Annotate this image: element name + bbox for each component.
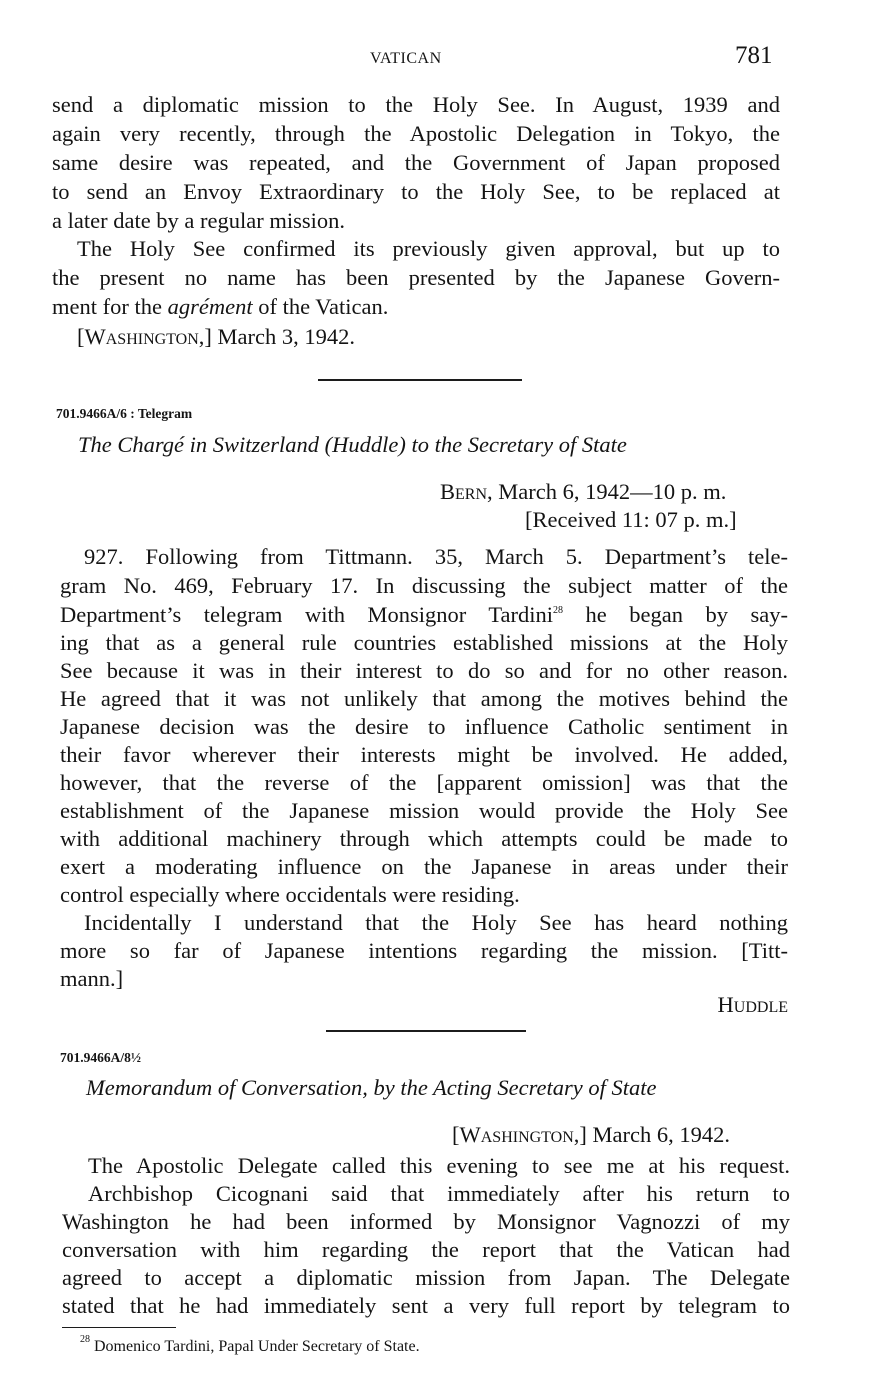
- text-line: same desire was repeated, and the Government of Japan proposed: [52, 150, 780, 175]
- document-title: The Chargé in Switzerland (Huddle) to the Secretary of State: [78, 432, 627, 457]
- running-head: VATICAN: [370, 50, 442, 67]
- text-line: Japanese decision was the desire to influence Catholic sentiment in: [60, 714, 788, 739]
- dateline: [77, 326, 355, 349]
- dateline-time: March 6, 1942—10 p. m.: [492, 479, 727, 504]
- text-line: [60, 604, 788, 627]
- dateline: [440, 481, 726, 504]
- text-line: See because it was in their interest to do so and for no other reason.: [60, 658, 788, 683]
- text-line: 927. Following from Tittmann. 35, March 5. Department’s tele-: [84, 544, 788, 569]
- bracket: ]: [579, 1122, 587, 1147]
- dateline-place: Washington,: [459, 1122, 580, 1147]
- page-number: 781: [735, 42, 773, 69]
- text-line: [52, 296, 388, 319]
- text-line: to send an Envoy Extraordinary to the Holy See, to be replaced at: [52, 179, 780, 204]
- footnote-reference: 28: [552, 605, 563, 616]
- text-line: a later date by a regular mission.: [52, 208, 346, 233]
- dateline: [452, 1124, 730, 1147]
- text-line: more so far of Japanese intentions regarding the mission. [Titt-: [60, 938, 788, 963]
- dateline-date: March 6, 1942.: [586, 1122, 731, 1147]
- text-segment: of the Vatican.: [252, 294, 389, 319]
- text-line: their favor wherever their interests might be involved. He added,: [60, 742, 788, 767]
- dateline-place: Washington,: [84, 324, 205, 349]
- text-line: stated that he had immediately sent a very full report by telegram to: [62, 1293, 790, 1318]
- text-segment: ment for the: [52, 294, 168, 319]
- text-line: exert a moderating influence on the Japanese in areas under their: [60, 854, 788, 879]
- text-line: send a diplomatic mission to the Holy See. In August, 1939 and: [52, 92, 780, 117]
- file-number: 701.9466A/8½: [60, 1050, 141, 1065]
- document-title: Memorandum of Conversation, by the Acting Secretary of State: [86, 1075, 657, 1100]
- bracket: [: [77, 324, 85, 349]
- text-line: again very recently, through the Apostolic Delegation in Tokyo, the: [52, 121, 780, 146]
- dateline-place: Bern,: [440, 479, 493, 504]
- file-number: 701.9466A/6 : Telegram: [56, 406, 193, 421]
- text-line: The Holy See confirmed its previously given approval, but up to: [77, 236, 780, 261]
- footnote-text: Domenico Tardini, Papal Under Secretary of State.: [90, 1338, 420, 1355]
- signature: Huddle: [717, 992, 788, 1017]
- text-line: Incidentally I understand that the Holy See has heard nothing: [84, 910, 788, 935]
- memorandum-paragraph-1: The Apostolic Delegate called this evening to see me at his request.: [88, 1153, 790, 1178]
- text-line: control especially where occidentals were residing.: [60, 882, 520, 907]
- text-segment: he began by say-: [562, 602, 788, 627]
- received-note: [Received 11: 07 p. m.]: [525, 507, 737, 532]
- text-line: He agreed that it was not unlikely that among the motives behind the: [60, 686, 788, 711]
- text-line: agreed to accept a diplomatic mission from Japan. The Delegate: [62, 1265, 790, 1290]
- dateline-date: March 3, 1942.: [211, 324, 356, 349]
- italic-term: agrément: [167, 294, 253, 319]
- text-line: gram No. 469, February 17. In discussing the subject matter of the: [60, 573, 788, 598]
- section-divider: [326, 1030, 526, 1032]
- footnote: [80, 1334, 420, 1356]
- text-line: the present no name has been presented by the Japanese Govern-: [52, 265, 780, 290]
- text-line: ing that as a general rule countries established missions at the Holy: [60, 630, 788, 655]
- bracket: ]: [204, 324, 212, 349]
- bracket: [: [452, 1122, 460, 1147]
- text-line: however, that the reverse of the [apparent omission] was that the: [60, 770, 788, 795]
- section-divider: [318, 379, 522, 381]
- text-line: with additional machinery through which attempts could be made to: [60, 826, 788, 851]
- text-segment: Department’s telegram with Monsignor Tardini: [60, 602, 553, 627]
- text-line: Washington he had been informed by Monsignor Vagnozzi of my: [62, 1209, 790, 1234]
- text-line: Archbishop Cicognani said that immediately after his return to: [88, 1181, 790, 1206]
- footnote-marker: 28: [80, 1334, 90, 1345]
- text-line: conversation with him regarding the report that the Vatican had: [62, 1237, 790, 1262]
- footnote-rule: [62, 1327, 176, 1328]
- text-line: mann.]: [60, 966, 124, 991]
- text-line: establishment of the Japanese mission would provide the Holy See: [60, 798, 788, 823]
